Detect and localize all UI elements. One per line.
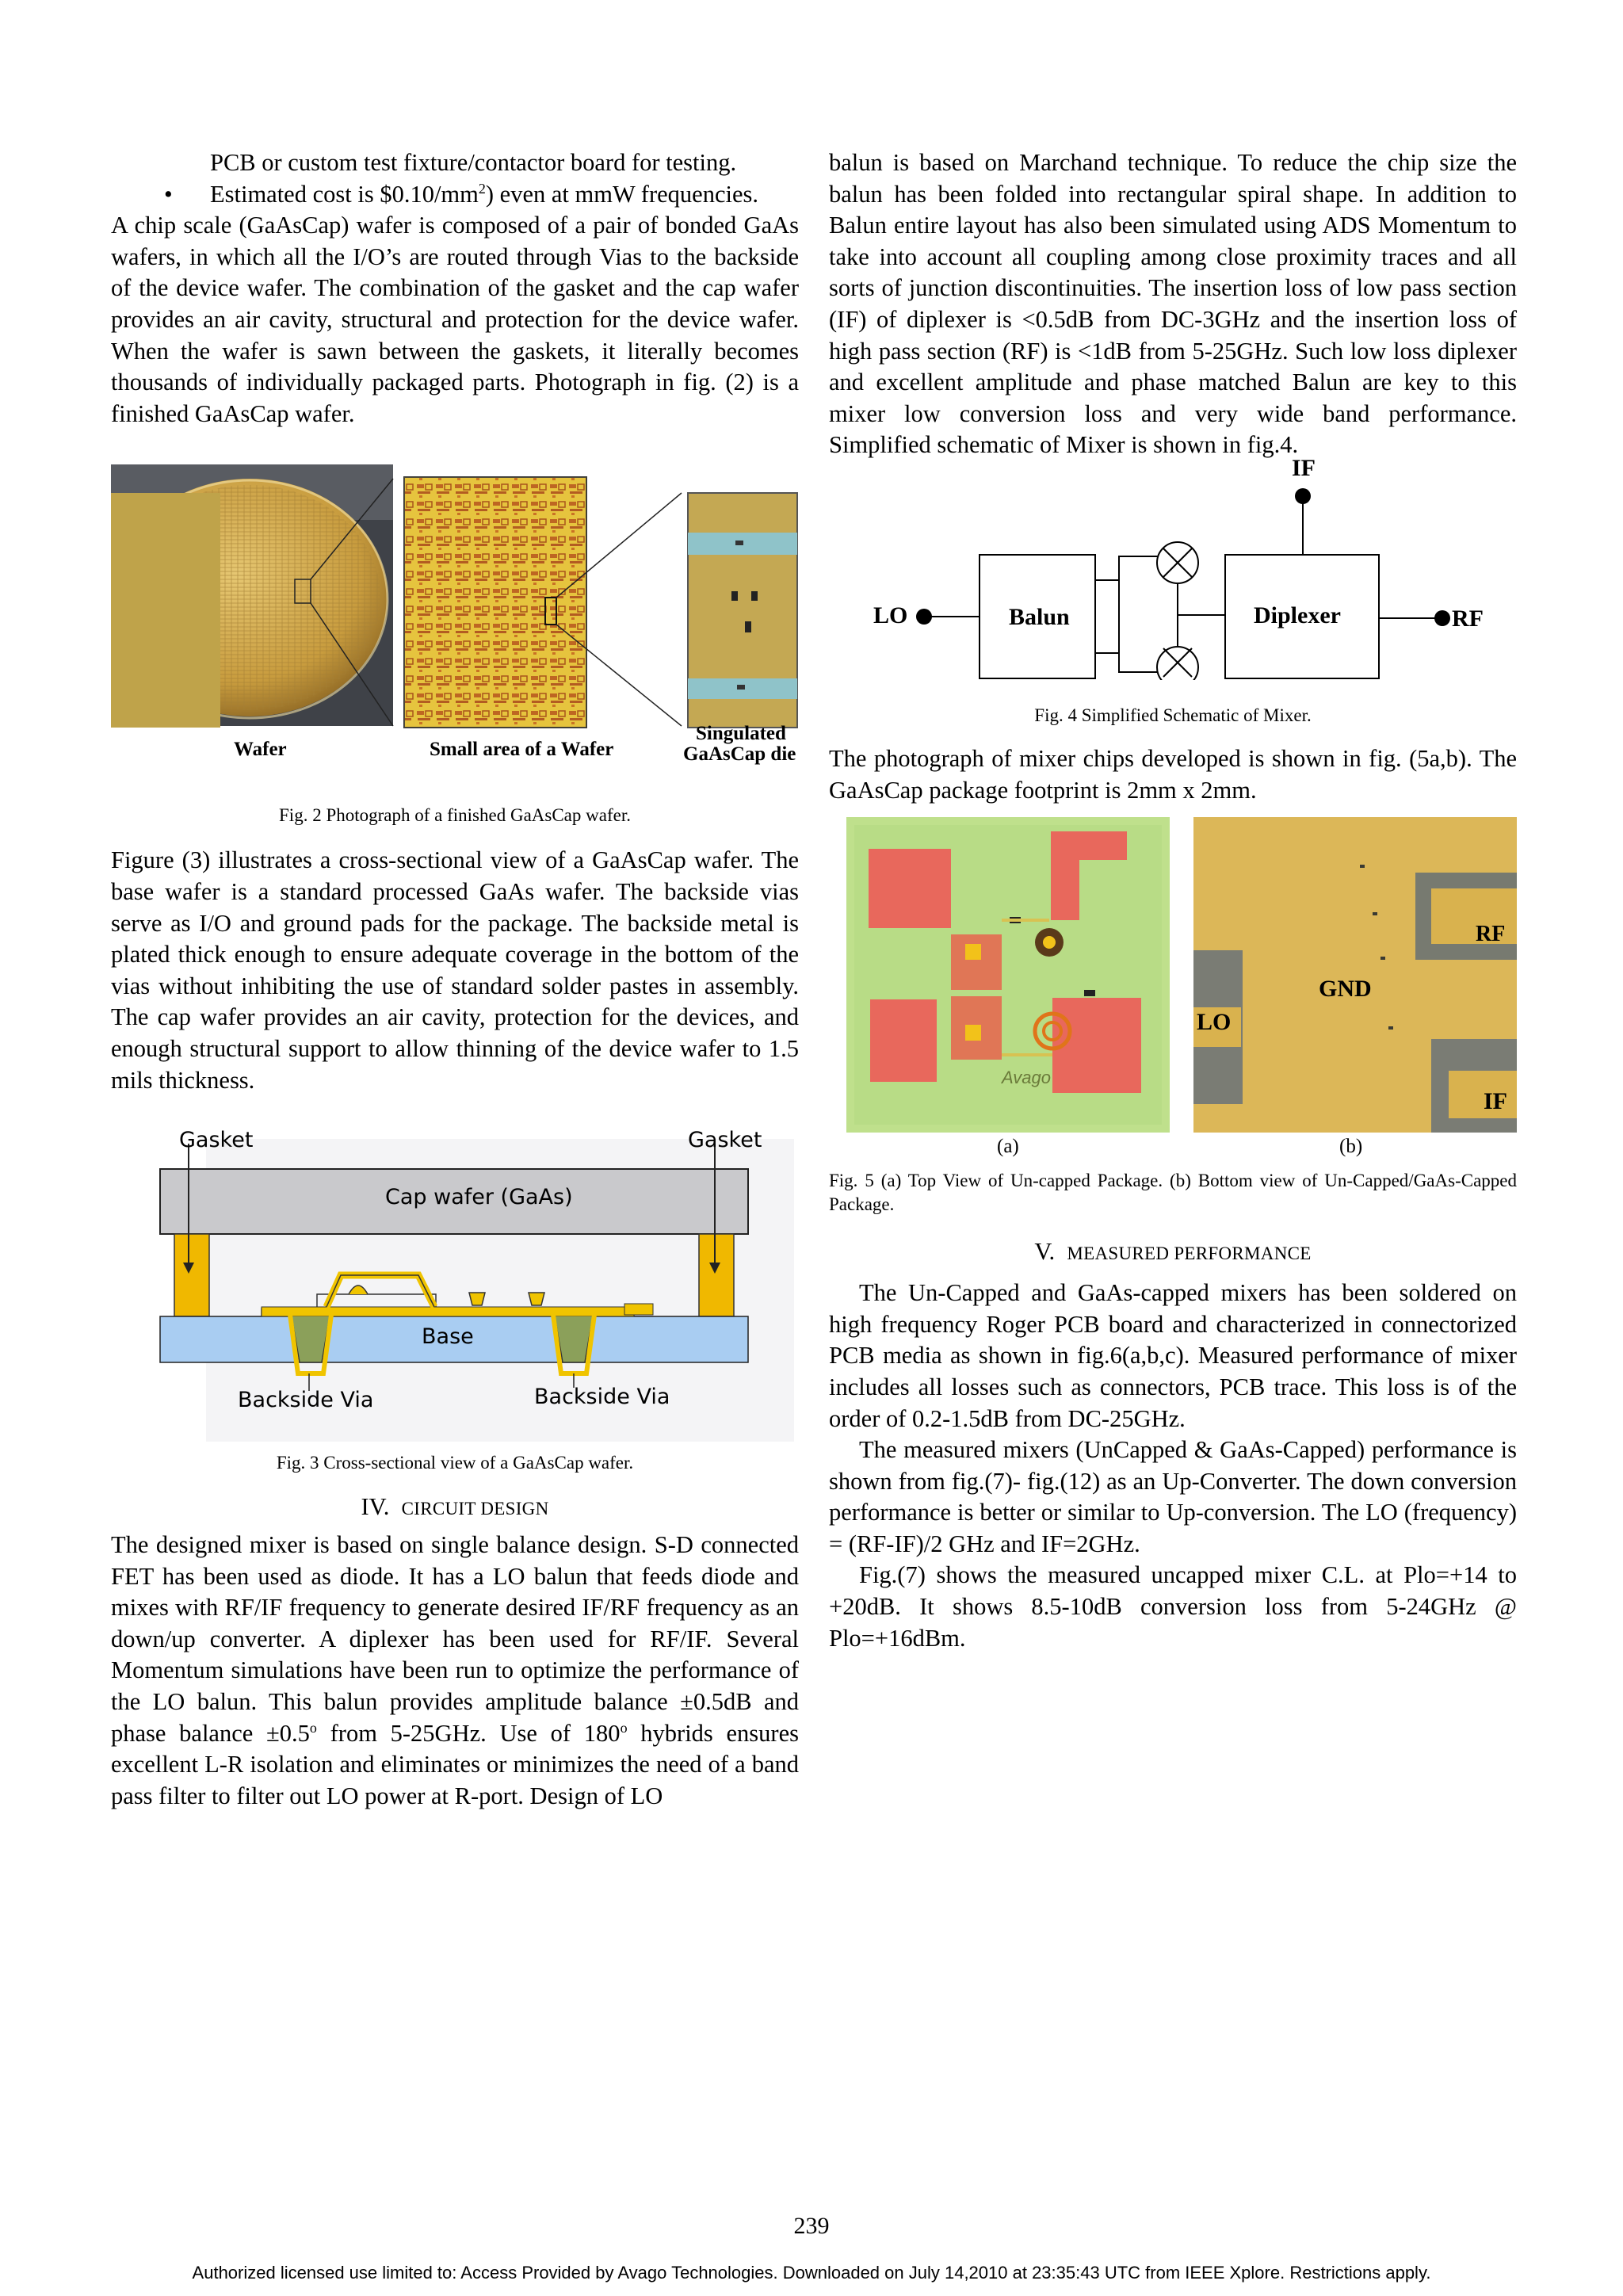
section-title: MEASURED PERFORMANCE: [1067, 1244, 1312, 1264]
lo-label: LO: [873, 602, 908, 628]
wafer-photo-composite: [111, 464, 799, 766]
figure-2: [111, 464, 799, 804]
paragraph: The photograph of mixer chips developed is shown in fig. (5a,b). The GaAsCap package footprint is 2mm x 2mm.: [829, 744, 1517, 804]
figure-3: [111, 1128, 799, 1451]
figure-caption: Fig. 2 Photograph of a finished GaAsCap wafer.: [279, 805, 631, 826]
figure-4: [829, 454, 1517, 680]
figure-caption: Fig. 4 Simplified Schematic of Mixer.: [1034, 705, 1312, 725]
text-run: from 5-25GHz. Use of 180: [316, 1719, 621, 1747]
section-heading: [829, 1236, 1517, 1270]
if-port-dot: [1295, 488, 1311, 504]
subfigure-label-b: (b): [1339, 1136, 1363, 1158]
superscript: o: [309, 1719, 317, 1736]
gasket-left: [174, 1234, 209, 1316]
diplexer-label: Diplexer: [1254, 602, 1341, 628]
bottom-view-photo: [1193, 817, 1517, 1133]
singulated-label: GaAsCap die: [683, 743, 796, 766]
paragraph: The measured mixers (UnCapped & GaAs-Capped) performance is shown from fig.(7)- fig.(12) as an Up-Converter. The down conversion performance is better or similar to Up-conversion. The LO (frequency) = (RF-IF)/2 GHz and IF=2GHz.: [829, 1436, 1517, 1557]
bullet-list: [111, 147, 799, 210]
left-column: [111, 147, 799, 1812]
backside-via-label-left: Backside Via: [238, 1388, 374, 1413]
bullet-item: PCB or custom test fixture/contactor board for testing.: [210, 149, 737, 176]
if-pad-label: IF: [1484, 1088, 1507, 1115]
mixer-schematic: [829, 461, 1517, 680]
backside-via-label-right: Backside Via: [534, 1385, 670, 1410]
paragraph: balun is based on Marchand technique. To reduce the chip size the balun has been folded into rectangular spiral shape. In addition to Balun entire layout has also been simulated using ADS Momentum to take into account all coupling among close proximity traces and all sorts of junction discontinuities. The insertion loss of low pass section (IF) of diplexer is <0.5dB from DC-3GHz and the insertion loss of high pass section (RF) is <1dB from 5-25GHz. Such low loss diplexer and excellent amplitude and phase matched Balun are key to this mixer low conversion loss and very wide band performance. Simplified schematic of Mixer is shown in fig.4.: [829, 149, 1517, 459]
figure-5: [829, 817, 1517, 1166]
uncapped-top-view-photo: [846, 817, 1170, 1133]
text-run: The designed mixer is based on single balance design. S-D connected FET has been used as diode. It has a LO balun that feeds diode and mixes with RF/IF frequency to generate desired IF/RF frequency as an down/up converter. A diplexer has been used for RF/IF. Several Momentum simulations have been run to optimize the performance of the LO balun. This balun provides amplitude balance ±0.5dB and phase balance ±0.5: [111, 1531, 799, 1747]
paragraph: A chip scale (GaAsCap) wafer is composed of a pair of bonded GaAs wafers, in which all the I/O’s are routed through Vias to the backside of the device wafer. The combination of the gasket and the cap wafer provides an air cavity, structural and protection for the device wafer. When the wafer is sawn between the gaskets, it literally becomes thousands of individually packaged parts. Photograph in fig. (2) is a finished GaAsCap wafer.: [111, 212, 799, 427]
singulated-label: Singulated: [696, 723, 786, 745]
gnd-pad-label: GND: [1319, 976, 1372, 1003]
paragraph: [111, 1530, 799, 1812]
section-title: CIRCUIT DESIGN: [401, 1499, 549, 1519]
section-numeral: V.: [1034, 1238, 1056, 1266]
section-heading: [111, 1491, 799, 1525]
rf-pad-label: RF: [1476, 922, 1506, 947]
base-label: Base: [422, 1324, 474, 1350]
right-column: [829, 147, 1517, 1654]
section-numeral: IV.: [361, 1493, 390, 1521]
footer-notice: Authorized licensed use limited to: Access Provided by Avago Technologies. Downloaded on July 14,2010 at 23:35:43 UTC from IEEE Xplore. Restrictions apply.: [192, 2263, 1431, 2283]
figure-caption: Fig. 3 Cross-sectional view of a GaAsCap wafer.: [276, 1453, 634, 1473]
subfigure-label-a: (a): [997, 1136, 1019, 1158]
bullet-text: Estimated cost is $0.10/mm: [210, 180, 479, 208]
text-run: hybrids ensures excellent L-R isolation and eliminates or minimizes the need of a band pass filter to filter out LO power at R-port. Design of LO: [111, 1719, 799, 1809]
cap-wafer-label: Cap wafer (GaAs): [385, 1185, 573, 1210]
paragraph: Figure (3) illustrates a cross-sectional view of a GaAsCap wafer. The base wafer is a standard processed GaAs wafer. The backside vias serve as I/O and ground pads for the package. The backside metal is plated thick enough to ensure adequate coverage in the bottom of the vias without inhibiting the use of standard solder pastes in assembly. The cap wafer provides an air cavity, protection for the devices, and enough structural support to allow thinning of the device wafer to 1.5 mils thickness.: [111, 846, 799, 1094]
gasket-label-right: Gasket: [688, 1128, 762, 1153]
lo-pad-label: LO: [1197, 1009, 1232, 1036]
gasket-label-left: Gasket: [179, 1128, 254, 1153]
balun-label: Balun: [1009, 603, 1070, 630]
superscript: 2: [478, 180, 486, 197]
small-area-label: Small area of a Wafer: [430, 739, 614, 761]
gasket-right: [699, 1234, 734, 1316]
singulated-die-photo: [111, 493, 220, 728]
page-number: 239: [793, 2213, 830, 2239]
chip-logo: Avago: [1002, 1068, 1051, 1088]
rf-port-dot: [1434, 610, 1450, 626]
if-label: IF: [1292, 454, 1316, 481]
wafer-label: Wafer: [234, 739, 287, 761]
paragraph: Fig.(7) shows the measured uncapped mixer C.L. at Plo=+14 to +20dB. It shows 8.5-10dB conversion loss from 5-24GHz @ Plo=+16dBm.: [829, 1561, 1517, 1652]
figure-caption: Fig. 5 (a) Top View of Un-capped Package. (b) Bottom view of Un-Capped/GaAs-Capped Package.: [829, 1171, 1517, 1215]
rf-label: RF: [1452, 605, 1484, 632]
superscript: o: [620, 1719, 628, 1736]
bullet-text: ) even at mmW frequencies.: [485, 180, 758, 208]
bullet-item: [210, 179, 799, 211]
cross-section-diagram: [111, 1136, 799, 1451]
paragraph: The Un-Capped and GaAs-capped mixers has been soldered on high frequency Roger PCB board and characterized in connectorized PCB media as shown in fig.6(a,b,c). Measured performance of mixer includes all losses such as connectors, PCB trace. This loss is of the order of 0.2-1.5dB from DC-25GHz.: [829, 1279, 1517, 1432]
